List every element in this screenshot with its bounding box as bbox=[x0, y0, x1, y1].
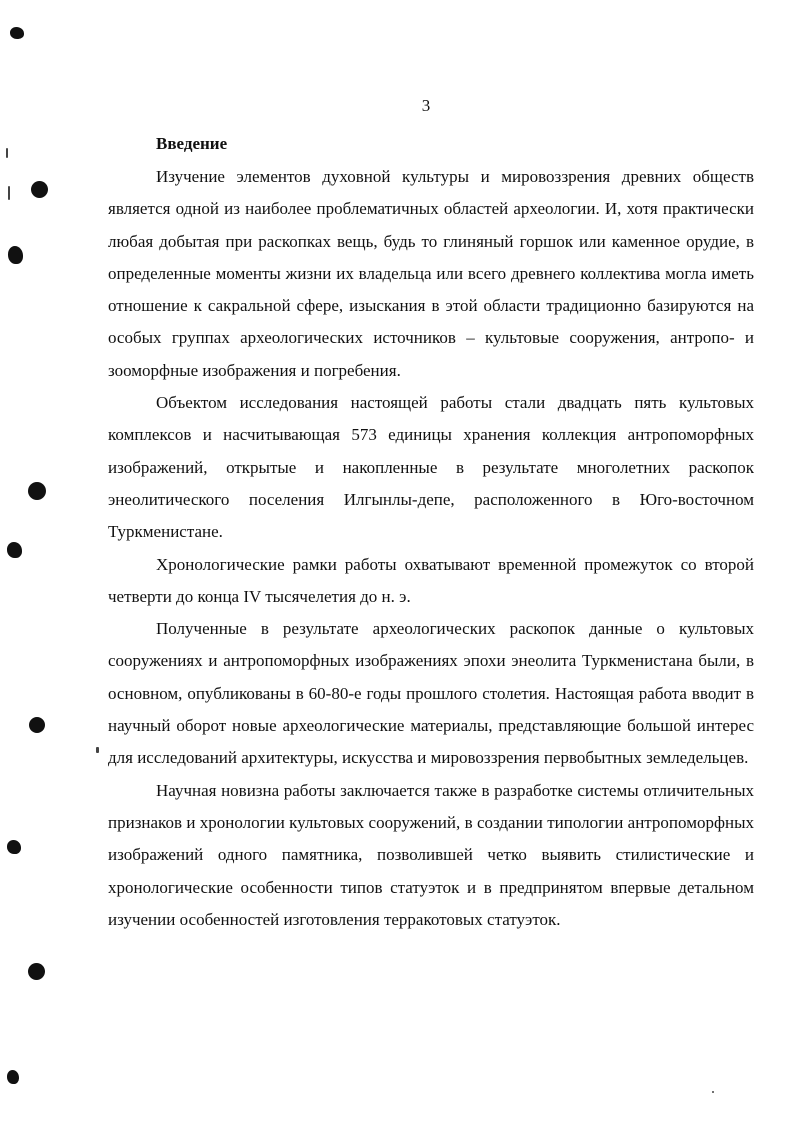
section-heading: Введение bbox=[156, 134, 228, 153]
scan-speck bbox=[96, 747, 99, 753]
punch-hole bbox=[7, 1070, 19, 1084]
punch-hole bbox=[8, 246, 23, 264]
scan-speck bbox=[712, 1091, 714, 1093]
punch-hole bbox=[31, 181, 48, 198]
page-number: 3 bbox=[421, 96, 431, 115]
punch-hole bbox=[28, 482, 46, 500]
paragraph-novelty: Научная новизна работы заключается также в разработке системы отличительных признаков и хронологии культовых сооружений, в создании типологии антропоморфных изображений одного памятника, позволившей четко выявить стилистические и хронологические особенности типов статуэток и в предпринятом впервые детальном изучении особенностей изготовления терракотовых статуэток. bbox=[108, 780, 754, 929]
punch-hole bbox=[28, 963, 45, 980]
punch-hole bbox=[7, 542, 22, 558]
scan-speck bbox=[6, 148, 8, 158]
paragraph-publications: Полученные в результате археологических раскопок данные о культовых сооружениях и антропоморфных изображениях эпохи энеолита Туркменистана были, в основном, опубликованы в 60-80-е годы прошлого столетия. Настоящая работа вводит в научный оборот новые археологические материалы, представляющие большой интерес для исследований архитектуры, искусства и мировоззрения первобытных земледельцев. bbox=[108, 619, 754, 768]
paragraph-object: Объектом исследования настоящей работы стали двадцать пять культовых комплексов и насчитывающая 573 единицы хранения коллекция антропоморфных изображений, открытые и накопленные в результате многолетних раскопок энеолитического поселения Илгынлы-депе, расположенного в Юго-восточном Туркменистане. bbox=[108, 393, 754, 542]
punch-hole bbox=[7, 840, 21, 854]
paragraph-intro: Изучение элементов духовной культуры и мировоззрения древних обществ является одной из наиболее проблематичных областей археологии. И, хотя практически любая добытая при раскопках вещь, будь то глиняный горшок или каменное орудие, в определенные моменты жизни их владельца или всего древнего коллектива могла иметь отношение к сакральной сфере, изыскания в этой области традиционно базируются на особых группах археологических источников – культовые сооружения, антропо- и зооморфные изображения и погребения. bbox=[108, 167, 754, 380]
paragraph-chronology: Хронологические рамки работы охватывают временной промежуток со второй четверти до конца IV тысячелетия до н. э. bbox=[108, 554, 754, 606]
punch-hole bbox=[10, 27, 24, 39]
punch-hole bbox=[29, 717, 45, 733]
document-body bbox=[108, 131, 754, 936]
scan-speck bbox=[8, 186, 10, 200]
